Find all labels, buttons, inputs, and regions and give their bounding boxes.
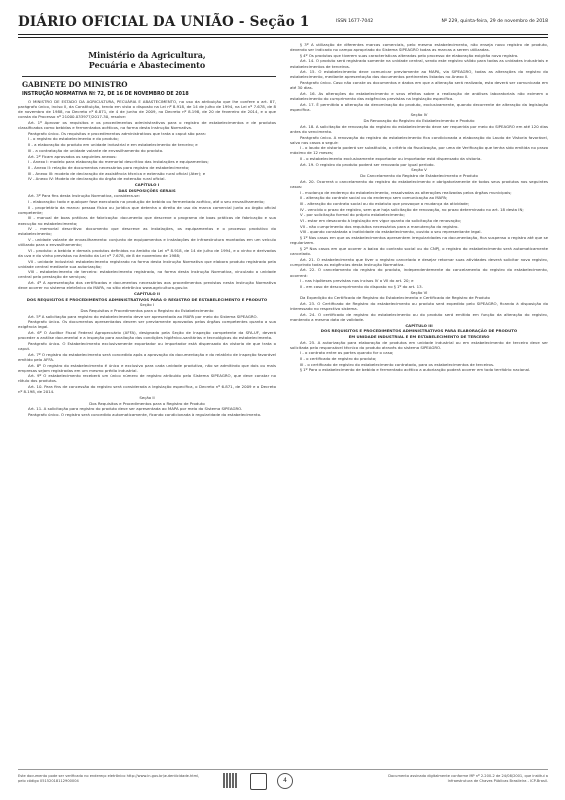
right-column	[290, 42, 548, 373]
left-column	[18, 42, 276, 418]
paragraph: Art. 18. A solicitação de renovação do registro do estabelecimento deve ser requerida por meio do SIPEAGRO em até 120 dias antes do vencimento.	[290, 123, 548, 134]
paragraph: II - a elaboração do produto em unidade industrial e em estabelecimento de terceiro; e	[28, 142, 198, 148]
paragraph: IV - memorial descritivo: documento que descreve as instalações, os equipamentos e o processo produtivo do estabelecimento;	[18, 226, 276, 237]
paragraph: Art. 9º O estabelecimento receberá um único número de registro atribuído pelo Sistema SIPEAGRO, que deve constar no rótulo dos produtos.	[18, 373, 276, 384]
paragraph: Da Renovação do Registro do Estabelecimento e Produto	[363, 118, 475, 124]
paragraph: III - o certificado de registro do estabelecimento contratado, para os estabelecimentos de terceiros.	[300, 361, 495, 367]
paragraph: II - o certificado de registro do produto;	[300, 356, 377, 362]
paragraph: Art. 24. O certificado de registro do estabelecimento ou do produto será emitido em função da alteração do registro, mantendo a mesma data de validade.	[290, 311, 548, 322]
icp-brasil-seal-icon	[250, 773, 267, 790]
paragraph: § 1º Nos casos em que os estabelecimentos apresentem irregularidades na documentação, fica suspenso o registro até que se regularizem.	[290, 235, 548, 246]
paragraph: CAPÍTULO III	[405, 322, 433, 328]
paragraph: Art. 2º Ficam aprovados os seguintes anexos:	[28, 153, 117, 159]
paragraph: II - o estabelecimento exclusivamente exportador ou importador está dispensado da vistoria.	[300, 156, 482, 162]
paragraph: VIII - estabelecimento de terceiro: estabelecimento registrado, na forma desta Instrução Normativa, vinculado a unidade central pela prestação de serviços;	[18, 269, 276, 280]
paragraph: Da Expedição do Certificado de Registro do Estabelecimento e Certificado de Registro de Produto	[300, 295, 490, 301]
paragraph: II - em caso de descumprimento do disposto no § 1º do art. 13.	[300, 283, 423, 289]
paragraph: I - nas hipóteses previstas nos incisos IV a VII do art. 20; e	[300, 278, 414, 284]
paragraph: DOS REQUISITOS E PROCEDIMENTOS ADMINISTRATIVOS PARA O REGISTRO DE ESTABELECIMENTO E PRODUTO	[26, 296, 268, 302]
paragraph: Art. 4º A apresentação dos certificados e documentos necessários aos procedimentos previstos nesta Instrução Normativa deve ocorrer no sistema eletrônico do MAPA, no sítio eletrônico www.agricultura.gov.br.	[18, 280, 276, 291]
right-body	[290, 42, 548, 373]
paragraph: Art. 14. O produto será registrado somente na unidade central, sendo este registro válido para todas as unidades industriais e estabelecimentos de terceiros.	[290, 58, 548, 69]
paragraph: Seção I	[139, 302, 155, 308]
paragraph: DAS DISPOSIÇÕES GERAIS	[118, 187, 176, 193]
paragraph: Art. 25. A autorização para elaboração de produtos em unidade industrial ou em estabelecimento de terceiro deve ser solicitada pelo responsável técnico do produto através do sistema SIPEAGRO.	[290, 339, 548, 350]
left-body	[18, 99, 276, 417]
paragraph: III - alteração do contrato social ou do estatuto que provoque a mudança da atividade;	[300, 201, 470, 206]
paragraph: I - elaboração: todo e qualquer fase executada na produção de bebida ou fermentado acético, até o seu envasilhamento;	[28, 199, 265, 204]
paragraph: Seção IV	[410, 112, 428, 118]
masthead-rule-thin	[18, 37, 548, 38]
issue-date-label: Nº 229, quinta-feira, 29 de novembro de 2018	[441, 19, 548, 24]
paragraph: Art. 7º O registro do estabelecimento será concedido após a aprovação da documentação e do relatório de inspeção favorável emitido pelo AFFA.	[18, 351, 276, 362]
section-heading: GABINETE DO MINISTRO	[22, 76, 276, 89]
paragraph: Parágrafo único. A renovação do registro do estabelecimento fica condicionada a elaboração do Laudo de Vistoria favorável, salvo nos casos a seguir:	[290, 134, 548, 145]
paragraph: Seção VI	[410, 289, 428, 295]
paragraph: Parágrafo único. Caso não conste os documentos e dados em que a alteração será realizada, esta deverá ser comunicada em até 30 dias.	[290, 80, 548, 91]
paragraph: § 2º Nos casos em que ocorrer a baixa do contrato social ou do CNPJ, o registro do estabelecimento será automaticamente cancelado.	[290, 245, 548, 256]
paragraph: Parágrafo único. O Estabelecimento exclusivamente exportador ou importador está dispensado da vistoria de que trata o caput.	[18, 340, 276, 352]
paragraph: Art. 22. O cancelamento do registro do produto, independentemente do cancelamento do registro do estabelecimento, ocorrerá:	[290, 267, 548, 278]
paragraph: § 4º Os produtos que tiverem suas características alteradas pelo processo de elaboração exigirão novo registro.	[300, 52, 519, 58]
paragraph: Art. 16. As alterações do estabelecimento e seus efeitos sobre a realização de análises laboratoriais não eximem o estabelecimento do cumprimento das exigências previstas na legislação específica.	[290, 90, 548, 101]
paragraph: VII - unidade industrial: estabelecimento registrado na forma desta Instrução Normativa que elabora produto registrado pela unidade central mediante sua autorização;	[18, 258, 276, 269]
paragraph: Parágrafo único. Os requisitos e procedimentos administrativos que trata o caput são para:	[28, 130, 206, 136]
paragraph: CAPÍTULO I	[134, 181, 160, 187]
paragraph: Dos Requisitos e Procedimentos para o Registro de Produto	[89, 400, 205, 406]
paragraph: III - manual de boas práticas de fabricação: documento que descreve o programa de boas práticas de fabricação e sua execução no estabelecimento;	[18, 215, 276, 226]
masthead-rule	[18, 34, 548, 35]
paragraph: § 3º A utilização de diferentes marcas comerciais, pelo mesmo estabelecimento, não enseja novo registro de produto, devendo ser indicado no campo apropriado do Sistema SIPEAGRO todas as marcas a serem utilizadas.	[290, 42, 548, 53]
paragraph: Art. 10. Para fins de concessão do registro será considerada a legislação específica, o Decreto nº 6.871, de 2009 e o Decreto nº 8.198, de 2014.	[18, 384, 276, 395]
qr-code-icon	[223, 773, 238, 788]
paragraph: § 1º Para o estabelecimento de bebida e fermentado acético a autorização poderá ocorrer em todo território nacional.	[300, 367, 531, 373]
newspaper-title: DIÁRIO OFICIAL DA UNIÃO - Seção 1	[18, 14, 310, 30]
paragraph: Do Cancelamento do Registro de Estabelecimento e Produto	[360, 173, 478, 179]
paragraph: VI - estar em desacordo à legislação em vigor quanto da solicitação de renovação;	[300, 218, 462, 224]
paragraph: II - proprietário da marca: pessoa física ou jurídica que detenha o direito de uso da marca comercial junto ao órgão oficial competente;	[18, 204, 276, 215]
paragraph: Parágrafo único. O registro será concedido automaticamente, ficando condicionada à regularidade do estabelecimento.	[28, 411, 262, 417]
paragraph: V - unidade volante de envasilhamento: conjunto de equipamentos e instalações de infraestrutura montados em um veículo utilizado para o envasilhamento;	[18, 237, 276, 248]
paragraph: Art. 15. O estabelecimento deve comunicar previamente ao MAPA, via SIPEAGRO, todas as alterações do registro do estabelecimento, mediante apresentação dos documentos pertinentes listados no Anexo II.	[290, 69, 548, 80]
paragraph: II - alteração do controle social ou do endereço sem comunicação ao MAPA;	[300, 195, 448, 201]
paragraph: Art. 6º O Auditor Fiscal Federal Agropecuário (AFFA), designado pela Seção de Inspeção competente da SFA-UF, deverá proceder a análise documental e a inspeção para avaliação das condições higiênico-sanitárias e tecnológicas do estabelecimento.	[18, 330, 276, 341]
ministry-line-1: Ministério da Agricultura,	[88, 50, 206, 60]
paragraph: DOS REQUISITOS E PROCEDIMENTOS ADMINISTRATIVOS PARA ELABORAÇÃO DE PRODUTO	[320, 328, 518, 334]
paragraph: Seção II	[139, 394, 155, 400]
ministry-heading	[18, 50, 276, 70]
page-number: 4	[277, 773, 293, 789]
act-title: INSTRUÇÃO NORMATIVA Nº 72, DE 16 DE NOVEMBRO DE 2018	[22, 92, 189, 97]
paragraph: CAPÍTULO II	[134, 290, 160, 296]
paragraph: I - Anexo I: modelo para elaboração do memorial descritivo das instalações e equipamentos;	[28, 159, 209, 165]
paragraph: Art. 21. O estabelecimento que tiver o registro cancelado e desejar retornar suas atividades deverá solicitar novo registro, cumprindo todas as exigências desta Instrução Normativa.	[290, 256, 548, 267]
paragraph: IV - Anexo IV: Modelo de declaração do órgão de extensão rural oficial.	[28, 176, 166, 182]
paragraph: IV - vencido o prazo de registro, sem que haja solicitação de renovação, no prazo determinado no art. 18 desta IN;	[300, 206, 524, 212]
ministry-line-2: Pecuária e Abastecimento	[88, 60, 206, 70]
footer-verification-text: Este documento pode ser verificado no endereço eletrônico http://www.in.gov.br/autenticidade.html, pelo código 05152018112900004	[18, 774, 200, 783]
paragraph: I - mudança de endereço do estabelecimento, ressalvadas as alterações realizadas pelos órgãos municipais;	[300, 189, 512, 195]
issn-label: ISSN 1677-7042	[336, 19, 374, 24]
paragraph: I - o contrato entre as partes quando for o caso;	[300, 350, 394, 356]
paragraph: Parágrafo único. Os documentos apresentados devem ser previamente aprovados pelos órgãos competentes quanto a sua exigência legal.	[18, 319, 276, 330]
paragraph: Art. 17. É permitida a alteração da denominação do produto, exclusivamente, quando decorrente de alteração da legislação específica.	[290, 101, 548, 112]
paragraph: I - o laudo de vistoria poderá ser substituído, a critério da fiscalização, por uma de Verificação que tenha sido emitida no prazo máximo de 12 meses;	[290, 145, 548, 156]
paragraph: Art. 5º A solicitação para registro do estabelecimento deve ser apresentada ao MAPA por meio do Sistema SIPEAGRO.	[28, 313, 258, 319]
masthead	[18, 14, 548, 32]
paragraph: II - Anexo II: relação de documentos necessários para registro de estabelecimento;	[28, 164, 190, 170]
paragraph: Dos Requisitos e Procedimentos para o Registro do Estabelecimento	[80, 308, 214, 313]
paragraph: Art. 11. A solicitação para registro do produto deve ser apresentada ao MAPA por meio do Sistema SIPEAGRO.	[28, 406, 243, 412]
paragraph: Art. 19. O registro do produto poderá ser renovado por igual período.	[300, 161, 435, 167]
footer-signature-text: Documento assinado digitalmente conforme MP nº 2.200-2 de 24/08/2001, que institui a Infraestrutura de Chaves Públicas Brasileira - ICP-Brasil.	[388, 774, 548, 783]
paragraph: Art. 1º Aprovar os requisitos e os procedimentos administrativos para o registro de estabelecimentos e de produtos classificados como bebidas e fermentados acéticos, na forma desta Instrução Normativa.	[18, 119, 276, 131]
paragraph: I - o registro do estabelecimento e do produto;	[28, 136, 119, 142]
paragraph: VII - não cumprimento dos requisitos necessários para a manutenção do registro.	[300, 223, 459, 229]
page-footer	[18, 769, 548, 792]
paragraph: V - por solicitação formal do próprio estabelecimento;	[300, 212, 405, 218]
paragraph: III - Anexo III: modelo de declaração de assistência técnica e extensão rural oficial (Ater); e	[28, 170, 206, 176]
paragraph: Art. 3º Para fins desta Instrução Normativa, considera-se:	[28, 193, 141, 199]
paragraph: O MINISTRO DE ESTADO DA AGRICULTURA, PECUÁRIA E ABASTECIMENTO, no uso da atribuição que lhe confere o art. 87, parágrafo único, inciso II, da Constituição, tendo em vista o disposto na Lei nº 8.918, de 14 de julho de 1994, na Lei nº 7.678, de 8 de novembro de 1988, no Decreto nº 6.871, de 4 de junho de 2009, no Decreto nº 8.198, de 20 de fevereiro de 2014, e o que consta do Processo nº 21000.033977/2017-30, resolve:	[18, 99, 276, 120]
paragraph: VIII - quando constatada a inatividade do estabelecimento, ouvido o seu representante legal.	[300, 229, 482, 235]
paragraph: VI - produto: a bebida e demais produtos definidos no âmbito da Lei nº 8.918, de 14 de julho de 1994, e o vinho e derivados da uva e do vinho previstos no âmbito da Lei nº 7.678, de 8 de novembro de 1988;	[18, 247, 276, 258]
paragraph: Art. 20. Ocorrerá o cancelamento do registro do estabelecimento e obrigatoriamente de todos seus produtos nos seguintes casos:	[290, 178, 548, 189]
paragraph: Art. 23. O Certificado de Registro do estabelecimento ou produto será expedido pelo SIPEAGRO, ficando à disposição do interessado no respectivo sistema.	[290, 301, 548, 312]
paragraph: III - a contratação de unidade volante de envasilhamento do produto.	[28, 147, 164, 153]
paragraph: Art. 8º O registro do estabelecimento é único e exclusivo para cada unidade produtiva, não se admitindo que dois ou mais empresas sejam registradas em um mesmo prédio industrial.	[18, 362, 276, 373]
paragraph: Seção V	[411, 167, 427, 173]
paragraph: EM UNIDADE INDUSTRIAL E EM ESTABELECIMENTO DE TERCEIRO	[348, 333, 490, 339]
